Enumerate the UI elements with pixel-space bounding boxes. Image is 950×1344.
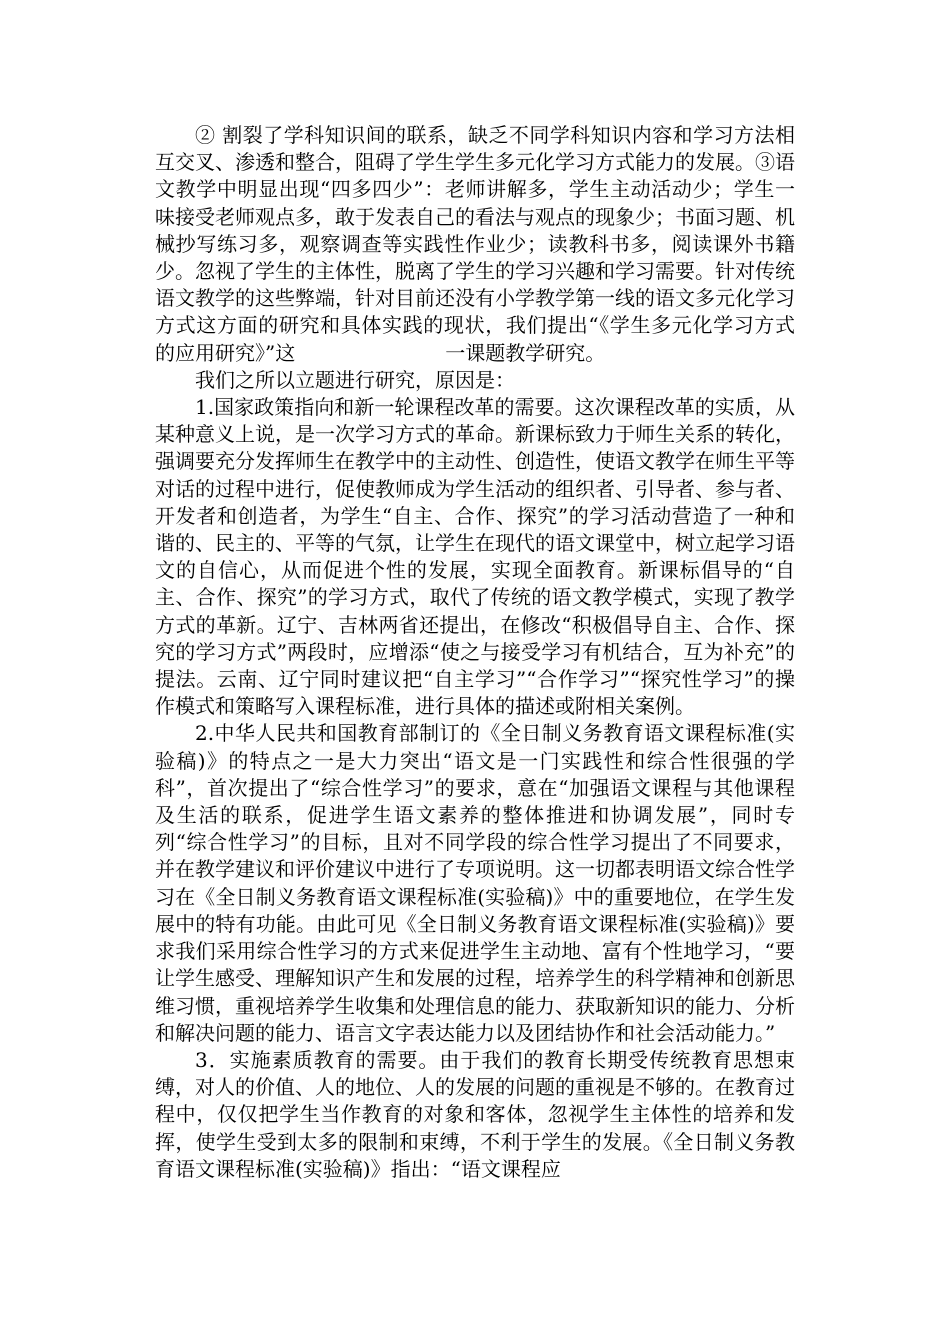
paragraph-reasons-intro: 我们之所以立题进行研究，原因是： [195, 367, 515, 392]
paragraph-traditional-teaching-drawbacks [155, 122, 795, 367]
document-page [155, 122, 795, 1183]
paragraph-reason-3-quality-education: 3．实施素质教育的需要。由于我们的教育长期受传统教育思想束缚，对人的价值、人的地位、人的发展的问题的重视是不够的。在教育过程中，仅仅把学生当作教育的对象和客体，忽视学生主体性的培养和发挥，使学生受到太多的限制和束缚，不利于学生的发展。《全日制义务教育语文课程标准(实验稿)》指出：“语文课程应 [155, 1047, 795, 1181]
paragraph-reason-2-curriculum-standard: 2.中华人民共和国教育部制订的《全日制义务教育语文课程标准(实验稿)》的特点之一是大力突出“语文是一门实践性和综合性很强的学科”，首次提出了“综合性学习”的要求，意在“加强语文课程与其他课程及生活的联系，促进学生语文素养的整体推进和协调发展”，同时专列“综合性学习”的目标，且对不同学段的综合性学习提出了不同要求，并在教学建议和评价建议中进行了专项说明。这一切都表明语文综合性学习在《全日制义务教育语文课程标准(实验稿)》中的重要地位，在学生发展中的特有功能。由此可见《全日制义务教育语文课程标准(实验稿)》要求我们采用综合性学习的方式来促进学生主动地、富有个性地学习，“要让学生感受、理解知识产生和发展的过程，培养学生的科学精神和创新思维习惯，重视培养学生收集和处理信息的能力、获取新知识的能力、分析和解决问题的能力、语言文字表达能力以及团结协作和社会活动能力。” [155, 721, 795, 1045]
paragraph-text-continued: 一课题教学研究。 [445, 340, 606, 365]
paragraph-reason-1-policy: 1.国家政策指向和新一轮课程改革的需要。这次课程改革的实质，从某种意义上说，是一次学习方式的革命。新课标致力于师生关系的转化，强调要充分发挥师生在教学中的主动性、创造性，使语文教学在师生平等对话的过程中进行，促使教师成为学生活动的组织者、引导者、参与者、开发者和创造者，为学生“自主、合作、探究”的学习活动营造了一种和谐的、民主的、平等的气氛，让学生在现代的语文课堂中，树立起学习语文的自信心，从而促进个性的发展，实现全面教育。新课标倡导的“自主、合作、探究”的学习方式，取代了传统的语文教学模式，实现了教学方式的革新。辽宁、吉林两省还提出，在修改“积极倡导自主、合作、探究的学习方式”两段时，应增添“使之与接受学习有机结合，互为补充”的提法。云南、辽宁同时建议把“自主学习”“合作学习”“探究性学习”的操作模式和策略写入课程标准，进行具体的描述或附相关案例。 [155, 395, 795, 719]
paragraph-text: ② 割裂了学科知识间的联系，缺乏不同学科知识内容和学习方法相互交叉、渗透和整合，阻碍了学生学生多元化学习方式能力的发展。③语文教学中明显出现“四多四少”：老师讲解多，学生主动活动少；学生一味接受老师观点多，敢于发表自己的看法与观点的现象少；书面习题、机械抄写练习多，观察调查等实践性作业少；读教科书多，阅读课外书籍少。忽视了学生的主体性，脱离了学生的学习兴趣和学习需要。针对传统语文教学的这些弊端，针对目前还没有小学教学第一线的语文多元化学习方式这方面的研究和具体实践的现状，我们提出“《学生多元化学习方式的应用研究》”这 [155, 123, 795, 365]
